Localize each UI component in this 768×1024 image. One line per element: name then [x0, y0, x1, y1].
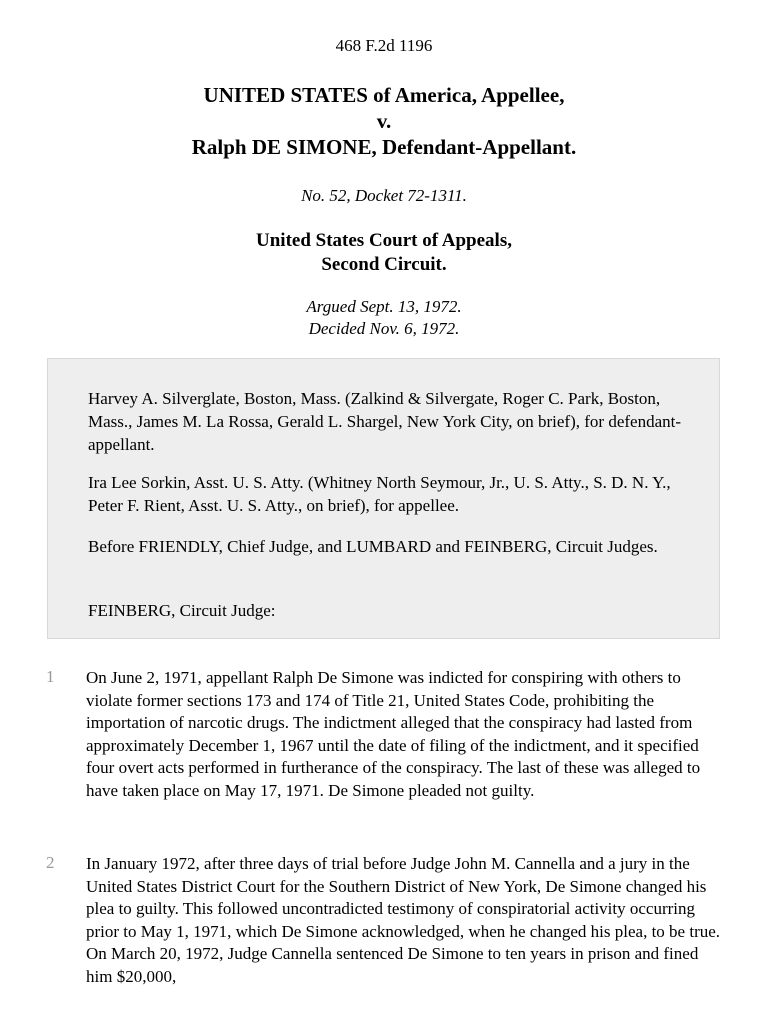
opinion-paragraph: In January 1972, after three days of trial before Judge John M. Cannella and a jury in the United States District Court for the Southern District of New York, De Simone changed his plea to guilty. This followed uncontradicted testimony of conspiratorial activity occurring prior to May 1, 1971, which De Simone acknowledged, when he changed his plea, to be true. On March 20, 1972, Judge Cannella sentenced De Simone to ten years in prison and fined him $20,000,	[86, 854, 721, 986]
court-name-line-2: Second Circuit.	[321, 254, 447, 275]
counsel-panel	[47, 358, 720, 639]
decided-date: Decided Nov. 6, 1972.	[308, 319, 460, 338]
court-name	[0, 229, 768, 277]
case-title-appellee: UNITED STATES of America, Appellee,	[203, 83, 565, 107]
case-citation: 468 F.2d 1196	[335, 36, 433, 55]
argued-date: Argued Sept. 13, 1972.	[306, 297, 462, 316]
panel-judges: Before FRIENDLY, Chief Judge, and LUMBARD and FEINBERG, Circuit Judges.	[88, 537, 658, 556]
case-title-appellant: Ralph DE SIMONE, Defendant-Appellant.	[191, 135, 577, 159]
court-name-line-1: United States Court of Appeals,	[256, 230, 512, 251]
paragraph-number: 1	[46, 667, 55, 686]
case-title	[0, 82, 768, 160]
counsel-appellee: Ira Lee Sorkin, Asst. U. S. Atty. (Whitney North Seymour, Jr., U. S. Atty., S. D. N. Y., Peter F. Rient, Asst. U. S. Atty., on brief), for appellee.	[88, 473, 671, 515]
docket-number: No. 52, Docket 72-1311.	[301, 186, 467, 205]
paragraph-number: 2	[46, 853, 55, 872]
case-dates	[0, 296, 768, 340]
opinion-author: FEINBERG, Circuit Judge:	[88, 601, 276, 620]
counsel-appellant: Harvey A. Silverglate, Boston, Mass. (Zalkind & Silvergate, Roger C. Park, Boston, Mass., James M. La Rossa, Gerald L. Shargel, New York City, on brief), for defendant-appellant.	[88, 389, 681, 454]
opinion-paragraph: On June 2, 1971, appellant Ralph De Simone was indicted for conspiring with others to violate former sections 173 and 174 of Title 21, United States Code, prohibiting the importation of narcotic drugs. The indictment alleged that the conspiracy had lasted from approximately December 1, 1967 until the date of filing of the indictment, and it specified four overt acts performed in furtherance of the conspiracy. The last of these was alleged to have taken place on May 17, 1971. De Simone pleaded not guilty.	[86, 668, 701, 800]
case-title-versus: v.	[376, 109, 392, 133]
